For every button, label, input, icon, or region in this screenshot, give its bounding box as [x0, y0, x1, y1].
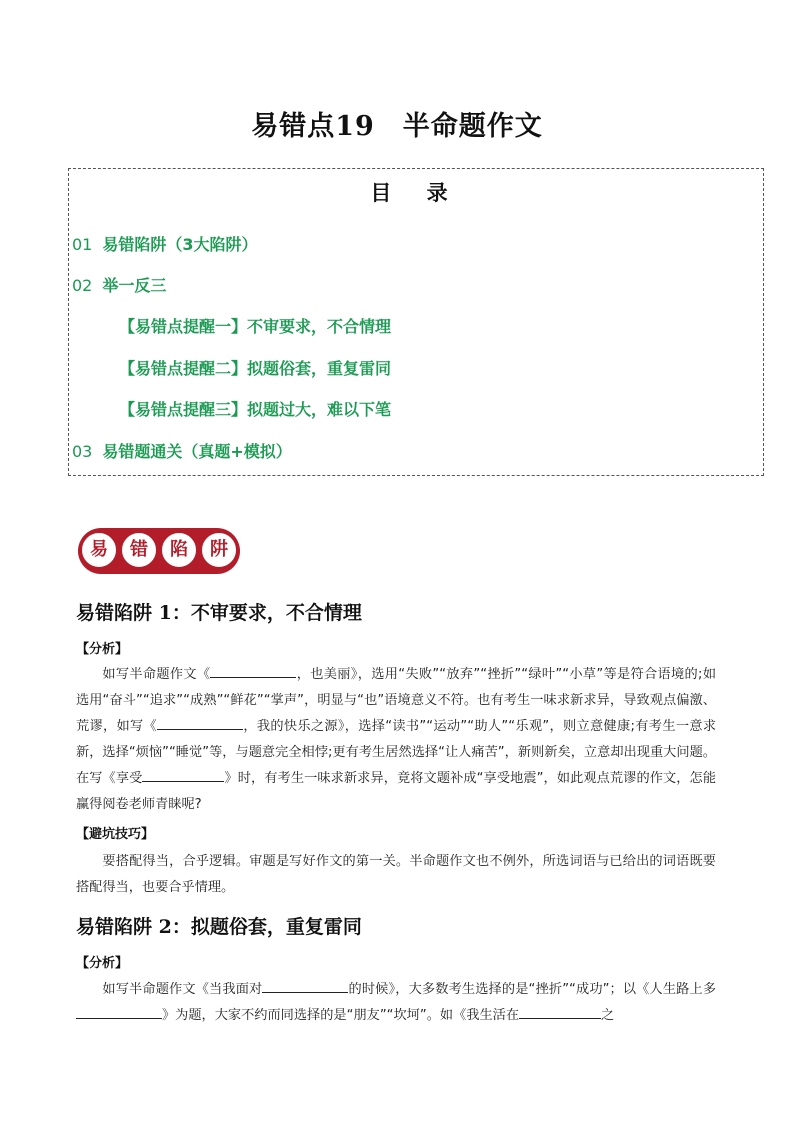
toc-item-label: 易错陷阱（3大陷阱）: [102, 235, 258, 254]
toc-subitem-2[interactable]: 【易错点提醒二】拟题俗套，重复雷同: [119, 359, 392, 378]
page-title: 易错点19 半命题作文: [251, 111, 543, 142]
fill-blank: [519, 1006, 601, 1019]
toc-heading: 目 录: [370, 180, 462, 205]
badge-char: 陷: [160, 531, 198, 569]
toc-item-number: 03: [72, 442, 93, 461]
section1-analysis-label: 【分析】: [76, 642, 129, 657]
toc-item-number: 02: [72, 276, 93, 295]
badge-char: 错: [120, 531, 158, 569]
badge-char: 易: [80, 531, 118, 569]
section2-analysis-text: 如写半命题作文《当我面对 的时候》，大多数考生选择的是“挫折”“成功”；以《人生路上多》为题，大家不约而同选择的是“朋友”“坎坷”。如《我生活在 之: [76, 977, 716, 1029]
section-badge: [78, 528, 240, 574]
fill-blank: [157, 717, 243, 730]
section2-heading: 易错陷阱 2：拟题俗套，重复雷同: [76, 916, 362, 938]
table-of-contents: [68, 168, 764, 476]
section1-tips-label: 【避坑技巧】: [76, 827, 155, 842]
toc-item-label: 举一反三: [102, 276, 167, 295]
fill-blank: [210, 665, 296, 678]
toc-item-02[interactable]: [72, 273, 166, 296]
section1-heading: 易错陷阱 1：不审要求，不合情理: [76, 602, 362, 624]
toc-item-number: 01: [72, 235, 93, 254]
section1-tips-text: 要搭配得当，合乎逻辑。审题是写好作文的第一关。半命题作文也不例外，所选词语与已给出的词语既要搭配得当，也要合乎情理。: [76, 854, 716, 895]
fill-blank: [142, 769, 224, 782]
badge-char: 阱: [200, 531, 238, 569]
toc-subitem-1[interactable]: 【易错点提醒一】不审要求，不合情理: [119, 317, 392, 336]
toc-item-label: 易错题通关（真题+模拟）: [102, 442, 292, 461]
section1-analysis-text: 如写半命题作文《 ，也美丽》，选用“失败”“放弃”“挫折”“绿叶”“小草”等是符合语境的;如选用“奋斗”“追求”“成熟”“鲜花”“掌声”，明显与“也”语境意义不符。也有考生一味求新求异，导致观点偏激、荒谬，如写《 ，我的快乐之源》，选择“读书”“运动”“助人”“乐观”，则立意健康;有考生一意求新，选择“烦恼”“睡觉”等，与题意完全相悖;更有考生居然选择“让人痛苦”，新则新矣，立意却出现重大问题。在写《享受 》时，有考生一味求新求异，竟将文题补成“享受地震”，如此观点荒谬的作文，怎能赢得阅卷老师青睐呢?: [76, 667, 717, 812]
fill-blank: [262, 980, 348, 993]
toc-subitem-3[interactable]: 【易错点提醒三】拟题过大，难以下笔: [119, 400, 392, 419]
fill-blank: [76, 1006, 162, 1019]
toc-item-01[interactable]: [72, 232, 258, 255]
toc-item-03[interactable]: [72, 439, 292, 462]
section2-analysis-label: 【分析】: [76, 956, 129, 971]
